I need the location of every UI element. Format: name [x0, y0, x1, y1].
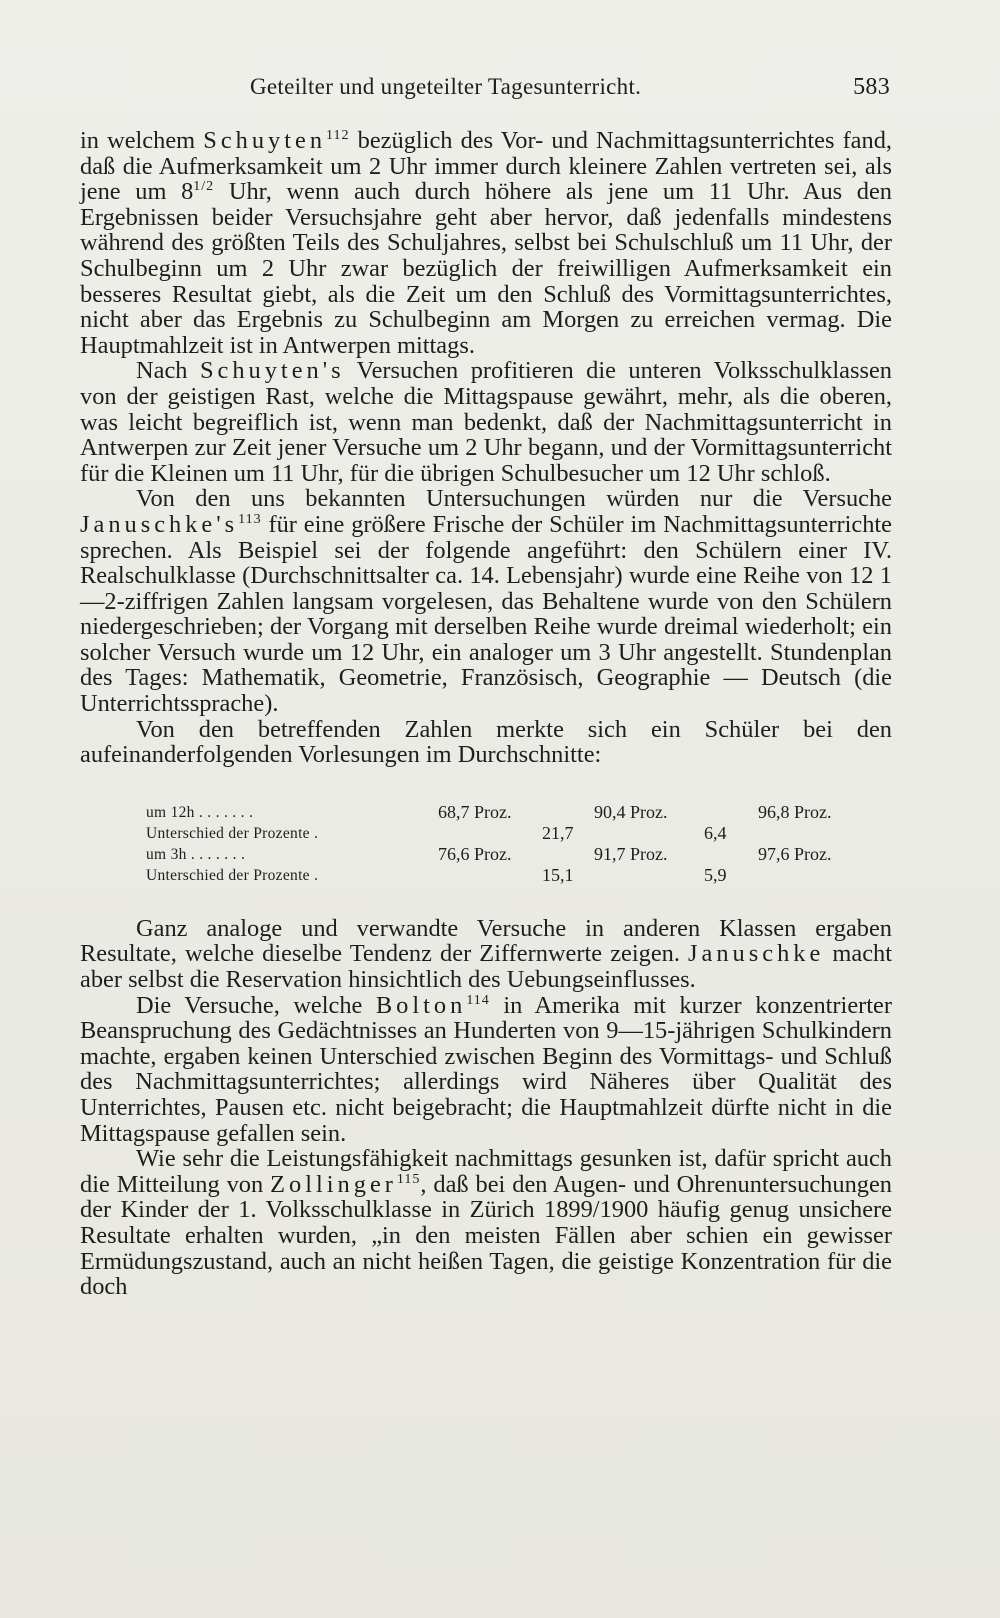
- table-cell: 76,6 Proz.: [438, 843, 512, 864]
- fraction: 1/2: [193, 179, 215, 195]
- footnote-reference: 115: [396, 1171, 421, 1187]
- text-run: bezüglich des Vor- und Nachmittagsunterrichtes fand, daß die Aufmerksamkeit um 2 Uhr immer durch kleinere Zahlen vertreten sei, als jene um 8: [80, 127, 892, 206]
- table-cell: 6,4: [704, 822, 727, 843]
- text-run: Uhr, wenn auch durch höhere als jene um 11 Uhr. Aus den Ergebnissen beider Versuchsjahre geht aber hervor, daß jedenfalls mindestens während des größten Teils des Schuljahres, selbst bei Schulschluß um 11 Uhr, der Schulbeginn um 2 Uhr zwar bezüglich der freiwilligen Aufmerksamkeit ein besseres Resultat giebt, als die Zeit um den Schluß des Vormittagsunterrichtes, nicht aber das Ergebnis zu Schulbeginn am Morgen zu erreichen vermag. Die Hauptmahlzeit ist in Antwerpen mittags.: [80, 178, 893, 359]
- row-label: Unterschied der Prozente .: [146, 866, 319, 884]
- spacer: [80, 886, 892, 916]
- text-run: Von den uns bekannten Untersuchungen würden nur die Versuche: [136, 485, 892, 513]
- table-cell: 68,7 Proz.: [438, 801, 512, 822]
- text-run: Ganz analoge und verwandte Versuche in anderen Klassen ergaben Resultate, welche dieselbe Tendenz der Ziffernwerte zeigen.: [80, 914, 892, 968]
- spacer: [80, 768, 892, 802]
- table-cell: [594, 865, 704, 886]
- running-title: Geteilter und ungeteilter Tagesunterricht.: [250, 74, 642, 99]
- text-run: in welchem: [80, 127, 204, 154]
- text-run: Nach: [136, 357, 200, 385]
- paragraph-2: [80, 358, 892, 486]
- results-table: [146, 802, 886, 886]
- paragraph-4: Von den betreffenden Zahlen merkte sich ein Schüler bei den aufeinanderfolgenden Vorlesungen im Durchschnitte:: [80, 715, 892, 769]
- table-cell: [704, 802, 758, 823]
- footnote-reference: 113: [238, 511, 262, 527]
- paragraph-1: [80, 128, 892, 358]
- table-cell: 5,9: [704, 864, 727, 885]
- paragraph-6: [80, 993, 892, 1147]
- text-run: Die Versuche, welche: [136, 991, 376, 1019]
- table-cell: 91,7 Proz.: [594, 843, 668, 864]
- body-text: [80, 128, 892, 1300]
- table-cell: [542, 844, 594, 865]
- paragraph-7: [80, 1146, 892, 1300]
- table-cell: [758, 823, 886, 844]
- author-name: Januschke: [688, 940, 825, 968]
- table-cell: [704, 844, 758, 865]
- footnote-reference: 112: [326, 128, 350, 143]
- author-name: Zollinger: [270, 1170, 397, 1198]
- author-name: Bolton: [375, 991, 467, 1019]
- row-label: um 3h . . . . . . .: [146, 845, 246, 863]
- table-cell: 90,4 Proz.: [594, 801, 668, 822]
- table-row: [146, 844, 886, 865]
- author-name: Schuyten's: [199, 357, 345, 385]
- page-number: 583: [853, 74, 890, 100]
- table-row: [146, 823, 886, 844]
- table-cell: 96,8 Proz.: [758, 801, 832, 822]
- table-cell: [542, 802, 594, 823]
- text-run: Wie sehr die Leistungsfähigkeit nachmittags gesunken ist, dafür spricht auch die Mitteilung von: [80, 1145, 892, 1198]
- text-run: macht aber selbst die Reservation hinsichtlich des Uebungseinflusses.: [80, 940, 892, 994]
- row-label: Unterschied der Prozente .: [146, 824, 319, 842]
- text-run: für eine größere Frische der Schüler im Nachmittagsunterrichte sprechen. Als Beispiel sei der folgende angeführt: den Schülern einer IV. Realschulklasse (Durchschnittsalter ca. 14. Lebensjahr) wurde eine Reihe von 12 1—2-ziffrigen Zahlen langsam vorgelesen, das Behaltene wurde von den Schülern niedergeschrieben; der Vorgang mit derselben Reihe wurde dreimal wiederholt; ein solcher Versuch wurde um 12 Uhr, ein analoger um 3 Uhr angestellt. Stundenplan des Tages: Mathematik, Geometrie, Französisch, Geographie — Deutsch (die Unterrichtssprache).: [80, 510, 892, 718]
- row-label: um 12h . . . . . . .: [146, 803, 254, 821]
- footnote-reference: 114: [466, 992, 490, 1008]
- author-name: Schuyten: [203, 127, 327, 154]
- text-run: Versuchen profitieren die unteren Volksschulklassen von der geistigen Rast, welche die Mittagspause gewährt, mehr, als die oberen, was leicht begreiflich ist, wenn man bedenkt, daß der Nachmittagsunterricht in Antwerpen zur Zeit jener Versuche um 2 Uhr begann, und der Vormittagsunterricht für die Kleinen um 11 Uhr, für die übrigen Schulbesucher um 12 Uhr schloß.: [80, 357, 893, 487]
- table-cell: [594, 823, 704, 844]
- table-row: [146, 802, 886, 823]
- table-cell: 97,6 Proz.: [758, 843, 832, 864]
- table-cell: 21,7: [542, 822, 574, 843]
- page-header: [250, 74, 890, 108]
- table-cell: [438, 865, 542, 886]
- paragraph-3: [80, 486, 892, 716]
- text-run: , daß bei den Augen- und Ohrenuntersuchungen der Kinder der 1. Volksschulklasse in Zürich 1899/1900 häufig genug unsichere Resultate erhalten wurden, „in den meisten Fällen aber schien ein gewisser Ermüdungszustand, auch an nicht heißen Tagen, die geistige Konzentration für die doch: [80, 1170, 892, 1301]
- text-run: in Amerika mit kurzer konzentrierter Beanspruchung des Gedächtnisses an Hunderten von 9—15-jährigen Schulkindern machte, ergaben keinen Unterschied zwischen Beginn des Vormittags- und Schluß des Nachmittagsunterrichtes; allerdings wird Näheres über Qualität des Unterrichtes, Pausen etc. nicht beigebracht; die Hauptmahlzeit dürfte nicht in die Mittagspause gefallen sein.: [80, 991, 892, 1147]
- table-row: [146, 865, 886, 886]
- author-name: Januschke's: [80, 510, 239, 538]
- table-cell: 15,1: [542, 864, 574, 885]
- table-cell: [758, 865, 886, 886]
- paragraph-5: [80, 916, 892, 993]
- table-cell: [438, 823, 542, 844]
